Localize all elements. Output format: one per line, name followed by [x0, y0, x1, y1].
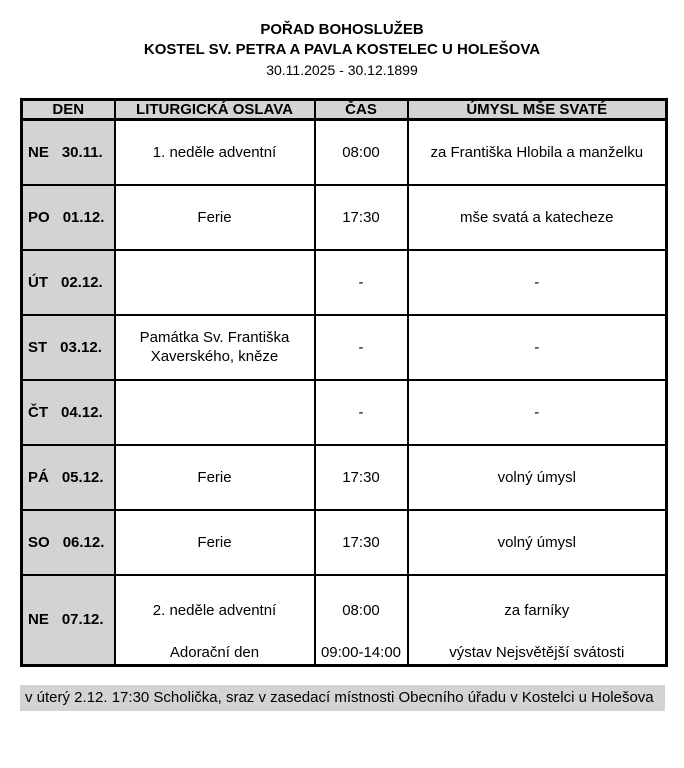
- liturgy-cell: [115, 250, 315, 315]
- day-cell: [22, 445, 115, 510]
- liturgy-cell: Ferie: [115, 510, 315, 575]
- day-abbr: PÁ: [28, 468, 49, 486]
- page-title: POŘAD BOHOSLUŽEB: [260, 21, 424, 38]
- liturgy-cell: [115, 575, 315, 666]
- day-abbr: ÚT: [28, 273, 48, 291]
- time-cell: 17:30: [315, 185, 408, 250]
- table-row: [22, 575, 667, 666]
- intention-cell: volný úmysl: [408, 510, 667, 575]
- intention-cell: -: [408, 380, 667, 445]
- liturgy-cell: 1. neděle adventní: [115, 120, 315, 185]
- day-cell: [22, 120, 115, 185]
- intention-cell: mše svatá a katecheze: [408, 185, 667, 250]
- liturgy-cell: Památka Sv. Františka Xaverského, kněze: [115, 315, 315, 380]
- table-header-row: [22, 100, 667, 120]
- footer-announcement: v úterý 2.12. 17:30 Scholička, sraz v zasedací místnosti Obecního úřadu v Kostelci u Holešova: [20, 685, 665, 711]
- church-title: KOSTEL SV. PETRA A PAVLA KOSTELEC U HOLEŠOVA: [143, 41, 541, 58]
- day-date: 01.12.: [62, 208, 105, 226]
- liturgy-cell: [115, 380, 315, 445]
- header-cell-liturgy: LITURGICKÁ OSLAVA: [115, 100, 315, 120]
- table-row: [22, 510, 667, 575]
- time-cell: -: [315, 380, 408, 445]
- day-date: 05.12.: [61, 468, 104, 486]
- day-date: 07.12.: [61, 611, 104, 628]
- table-row: [22, 120, 667, 185]
- intention-cell: -: [408, 315, 667, 380]
- day-abbr: SO: [28, 533, 50, 551]
- intention-cell: -: [408, 250, 667, 315]
- day-date: 30.11.: [61, 143, 103, 161]
- time-cell: -: [315, 315, 408, 380]
- intention-cell: [408, 575, 667, 666]
- time-cell: -: [315, 250, 408, 315]
- time-line-1: 08:00: [342, 601, 380, 619]
- liturgy-line-2: Adorační den: [169, 643, 260, 661]
- day-abbr: ČT: [28, 403, 48, 421]
- day-cell: [22, 510, 115, 575]
- liturgy-cell: Ferie: [115, 445, 315, 510]
- day-abbr: NE: [28, 143, 49, 161]
- time-cell: 17:30: [315, 510, 408, 575]
- time-cell: 08:00: [315, 120, 408, 185]
- day-date: 03.12.: [60, 338, 102, 356]
- day-abbr: NE: [28, 611, 49, 628]
- time-cell: [315, 575, 408, 666]
- day-cell: [22, 575, 115, 666]
- day-abbr: ST: [28, 338, 48, 356]
- date-range: 30.11.2025 - 30.12.1899: [266, 62, 418, 78]
- liturgy-line-1: 2. neděle adventní: [152, 601, 277, 619]
- document-header: [0, 0, 684, 80]
- day-date: 04.12.: [61, 403, 103, 421]
- header-cell-intention: ÚMYSL MŠE SVATÉ: [408, 100, 667, 120]
- day-cell: [22, 185, 115, 250]
- intention-line-2: výstav Nejsvětější svátosti: [449, 643, 625, 661]
- day-abbr: PO: [28, 208, 50, 226]
- time-line-2: 09:00-14:00: [320, 643, 402, 661]
- day-cell: [22, 315, 115, 380]
- intention-line-1: za farníky: [504, 601, 570, 619]
- header-cell-den: DEN: [22, 100, 115, 120]
- intention-cell: za Františka Hlobila a manželku: [408, 120, 667, 185]
- table-row: [22, 250, 667, 315]
- liturgy-cell: Ferie: [115, 185, 315, 250]
- day-date: 02.12.: [61, 273, 103, 291]
- time-cell: 17:30: [315, 445, 408, 510]
- day-date: 06.12.: [62, 533, 105, 551]
- intention-cell: volný úmysl: [408, 445, 667, 510]
- table-row: [22, 380, 667, 445]
- day-cell: [22, 380, 115, 445]
- table-row: [22, 315, 667, 380]
- header-cell-time: ČAS: [315, 100, 408, 120]
- day-cell: [22, 250, 115, 315]
- table-row: [22, 445, 667, 510]
- schedule-table: [20, 98, 668, 667]
- table-row: [22, 185, 667, 250]
